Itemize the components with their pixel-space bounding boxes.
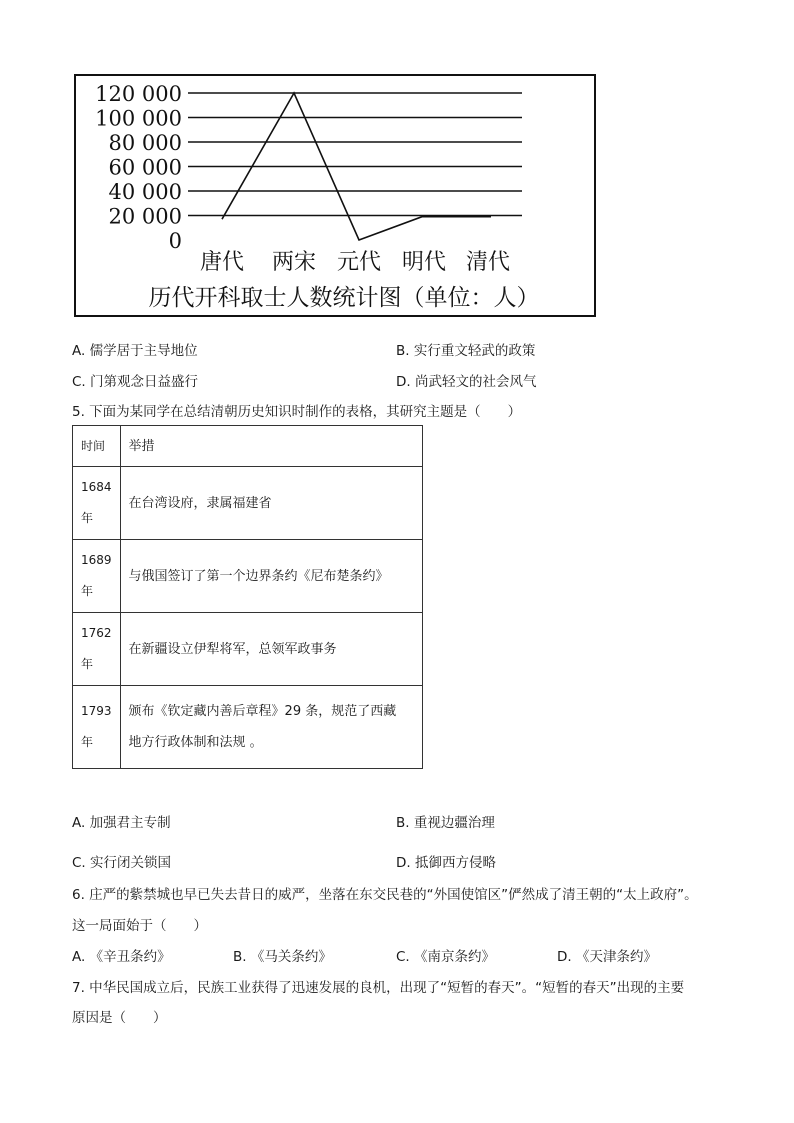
q6-option-d[interactable]: D. 《天津条约》: [557, 949, 657, 965]
y-tick-label: 60 000: [108, 155, 182, 180]
q6-stem-line-2: 这一局面始于（ ）: [72, 918, 207, 934]
y-tick-label: 80 000: [108, 131, 182, 155]
y-tick-label: 100 000: [95, 106, 182, 131]
y-tick-label: 120 000: [95, 82, 182, 106]
q6-option-a[interactable]: A. 《辛丑条约》: [72, 949, 171, 965]
year-unit: 年: [81, 511, 94, 525]
q4-option-c[interactable]: C. 门第观念日益盛行: [72, 374, 199, 390]
year-value: 1793: [81, 704, 112, 718]
q5-option-d[interactable]: D. 抵御西方侵略: [396, 855, 496, 871]
qing-measures-table: [72, 425, 423, 769]
year-unit: 年: [81, 735, 94, 749]
x-category-label: 唐代: [199, 250, 245, 275]
chart-gridlines: [188, 93, 522, 216]
q5-option-a[interactable]: A. 加强君主专制: [72, 815, 171, 831]
chart-y-ticks: [95, 82, 182, 253]
x-category-label: 清代: [465, 250, 511, 275]
table-row: [73, 613, 423, 686]
table-header-time: 时间: [73, 426, 121, 467]
q6-option-c[interactable]: C. 《南京条约》: [396, 949, 496, 965]
year-unit: 年: [81, 584, 94, 598]
table-cell-year: [73, 686, 121, 769]
year-value: 1689: [81, 553, 112, 567]
table-cell-action: 在新疆设立伊犁将军，总领军政事务: [120, 613, 422, 686]
x-category-label: 明代: [401, 250, 447, 275]
y-tick-label: 20 000: [108, 204, 182, 229]
table-row: [73, 686, 423, 769]
q5-stem: 5. 下面为某同学在总结清朝历史知识时制作的表格，其研究主题是（ ）: [72, 404, 522, 420]
q7-stem-line-2: 原因是（ ）: [72, 1010, 167, 1026]
q5-option-c[interactable]: C. 实行闭关锁国: [72, 855, 172, 871]
table-cell-year: [73, 467, 121, 540]
table-row: [73, 540, 423, 613]
keju-line-chart: [76, 76, 594, 315]
q7-stem-line-1: 7. 中华民国成立后，民族工业获得了迅速发展的良机，出现了“短暂的春天”。“短暂的春天”出现的主要: [72, 980, 685, 996]
year-value: 1684: [81, 480, 112, 494]
chart-title: 历代开科取士人数统计图（单位：人）: [148, 285, 540, 311]
table-cell-action: 在台湾设府，隶属福建省: [120, 467, 422, 540]
table-header-measure: 举措: [120, 426, 422, 467]
q4-option-a[interactable]: A. 儒学居于主导地位: [72, 343, 198, 359]
year-value: 1762: [81, 626, 112, 640]
y-tick-label: 40 000: [108, 180, 182, 204]
table-header-row: [73, 426, 423, 467]
year-unit: 年: [81, 657, 94, 671]
q5-option-b[interactable]: B. 重视边疆治理: [396, 815, 495, 831]
q4-option-d[interactable]: D. 尚武轻文的社会风气: [396, 374, 537, 390]
y-tick-label: 0: [168, 229, 182, 253]
table-cell-action: 与俄国签订了第一个边界条约《尼布楚条约》: [120, 540, 422, 613]
table-cell-year: [73, 540, 121, 613]
action-line-1: 颁布《钦定藏内善后章程》29 条，规范了西藏: [128, 704, 397, 719]
q6-stem-line-1: 6. 庄严的紫禁城也早已失去昔日的威严，坐落在东交民巷的“外国使馆区”俨然成了清王朝的“太上政府”。: [72, 887, 698, 903]
q4-option-b[interactable]: B. 实行重文轻武的政策: [396, 343, 536, 359]
chart-x-categories: [200, 250, 510, 275]
q6-option-b[interactable]: B. 《马关条约》: [233, 949, 332, 965]
x-category-label: 两宋: [271, 250, 317, 275]
keju-chart-figure: [74, 74, 596, 317]
action-line-2: 地方行政体制和法规 。: [128, 735, 263, 750]
table-row: [73, 467, 423, 540]
x-category-label: 元代: [336, 250, 382, 275]
table-cell-year: [73, 613, 121, 686]
table-cell-action: [120, 686, 422, 769]
